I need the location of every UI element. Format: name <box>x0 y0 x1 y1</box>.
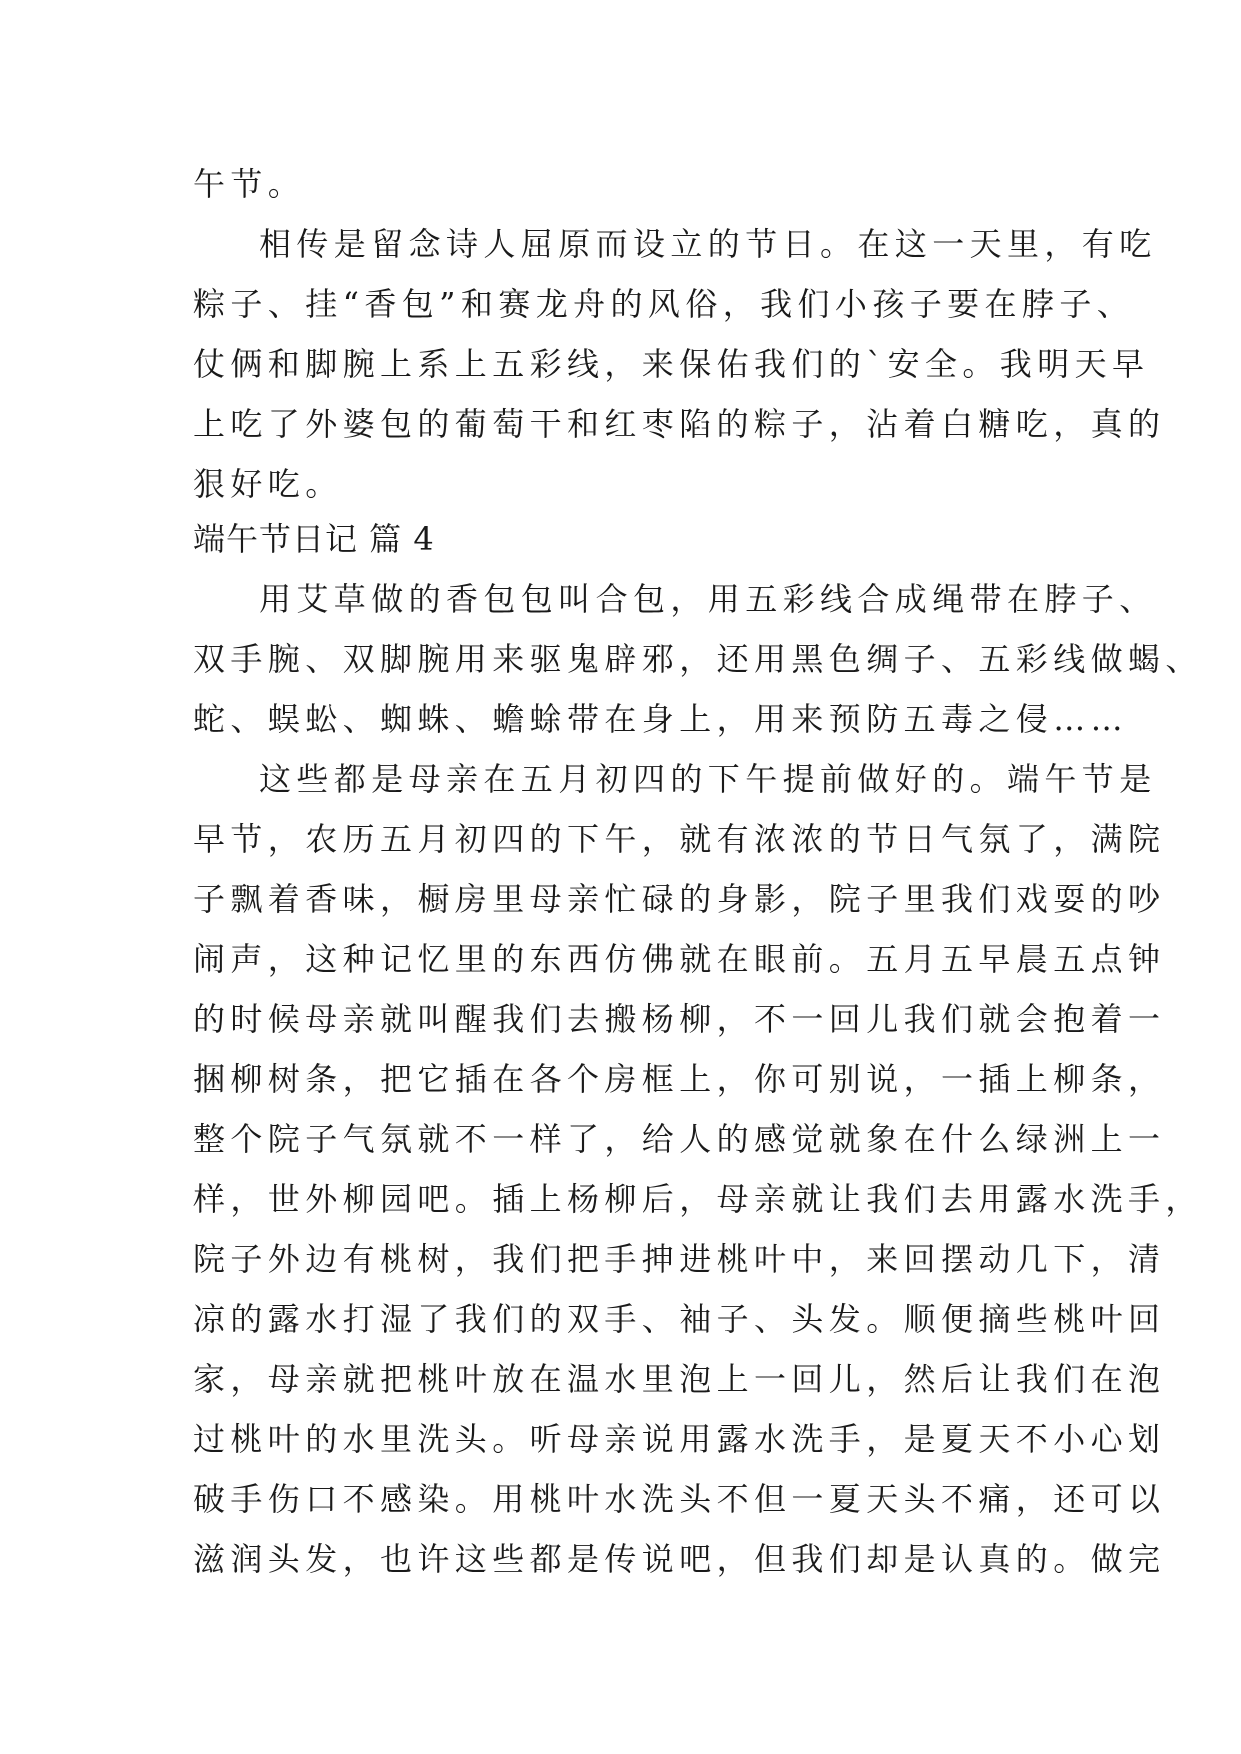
text-line: 子飘着香味，橱房里母亲忙碌的身影，院子里我们戏耍的吵 <box>193 880 1166 918</box>
text-line: 上吃了外婆包的葡萄干和红枣陷的粽子，沾着白糖吃，真的 <box>193 405 1166 443</box>
paragraph-first-line: 用艾草做的香包包叫合包，用五彩线合成绳带在脖子、 <box>259 580 1157 618</box>
text-line: 样，世外柳园吧。插上杨柳后，母亲就让我们去用露水洗手， <box>193 1180 1203 1218</box>
text-line: 凉的露水打湿了我们的双手、袖子、头发。顺便摘些桃叶回 <box>193 1300 1166 1338</box>
text-line: 的时候母亲就叫醒我们去搬杨柳，不一回儿我们就会抱着一 <box>193 1000 1166 1038</box>
text-line: 早节，农历五月初四的下午，就有浓浓的节日气氛了，满院 <box>193 820 1166 858</box>
text-line: 滋润头发，也许这些都是传说吧，但我们却是认真的。做完 <box>193 1540 1166 1578</box>
paragraph-first-line: 相传是留念诗人屈原而设立的节日。在这一天里，有吃 <box>259 225 1157 263</box>
text-line: 整个院子气氛就不一样了，给人的感觉就象在什么绿洲上一 <box>193 1120 1166 1158</box>
text-line: 粽子、挂“香包”和赛龙舟的风俗，我们小孩子要在脖子、 <box>193 285 1135 323</box>
text-line: 仗俩和脚腕上系上五彩线，来保佑我们的`安全。我明天早 <box>193 345 1150 383</box>
paragraph-first-line: 这些都是母亲在五月初四的下午提前做好的。端午节是 <box>259 760 1157 798</box>
text-line: 家，母亲就把桃叶放在温水里泡上一回儿，然后让我们在泡 <box>193 1360 1166 1398</box>
text-line: 蛇、蜈蚣、蜘蛛、蟾蜍带在身上，用来预防五毒之侵…… <box>193 700 1129 738</box>
text-line: 过桃叶的水里洗头。听母亲说用露水洗手，是夏天不小心划 <box>193 1420 1166 1458</box>
text-line: 捆柳树条，把它插在各个房框上，你可别说，一插上柳条， <box>193 1060 1166 1098</box>
text-line: 双手腕、双脚腕用来驱鬼辟邪，还用黑色绸子、五彩线做蝎、 <box>193 640 1203 678</box>
text-line: 破手伤口不感染。用桃叶水洗头不但一夏天头不痛，还可以 <box>193 1480 1166 1518</box>
section-heading: 端午节日记 篇 4 <box>193 520 435 558</box>
text-line: 院子外边有桃树，我们把手抻进桃叶中，来回摆动几下，清 <box>193 1240 1166 1278</box>
text-line: 狠好吃。 <box>193 465 343 503</box>
text-line: 闹声，这种记忆里的东西仿佛就在眼前。五月五早晨五点钟 <box>193 940 1166 978</box>
text-line: 午节。 <box>193 165 306 203</box>
